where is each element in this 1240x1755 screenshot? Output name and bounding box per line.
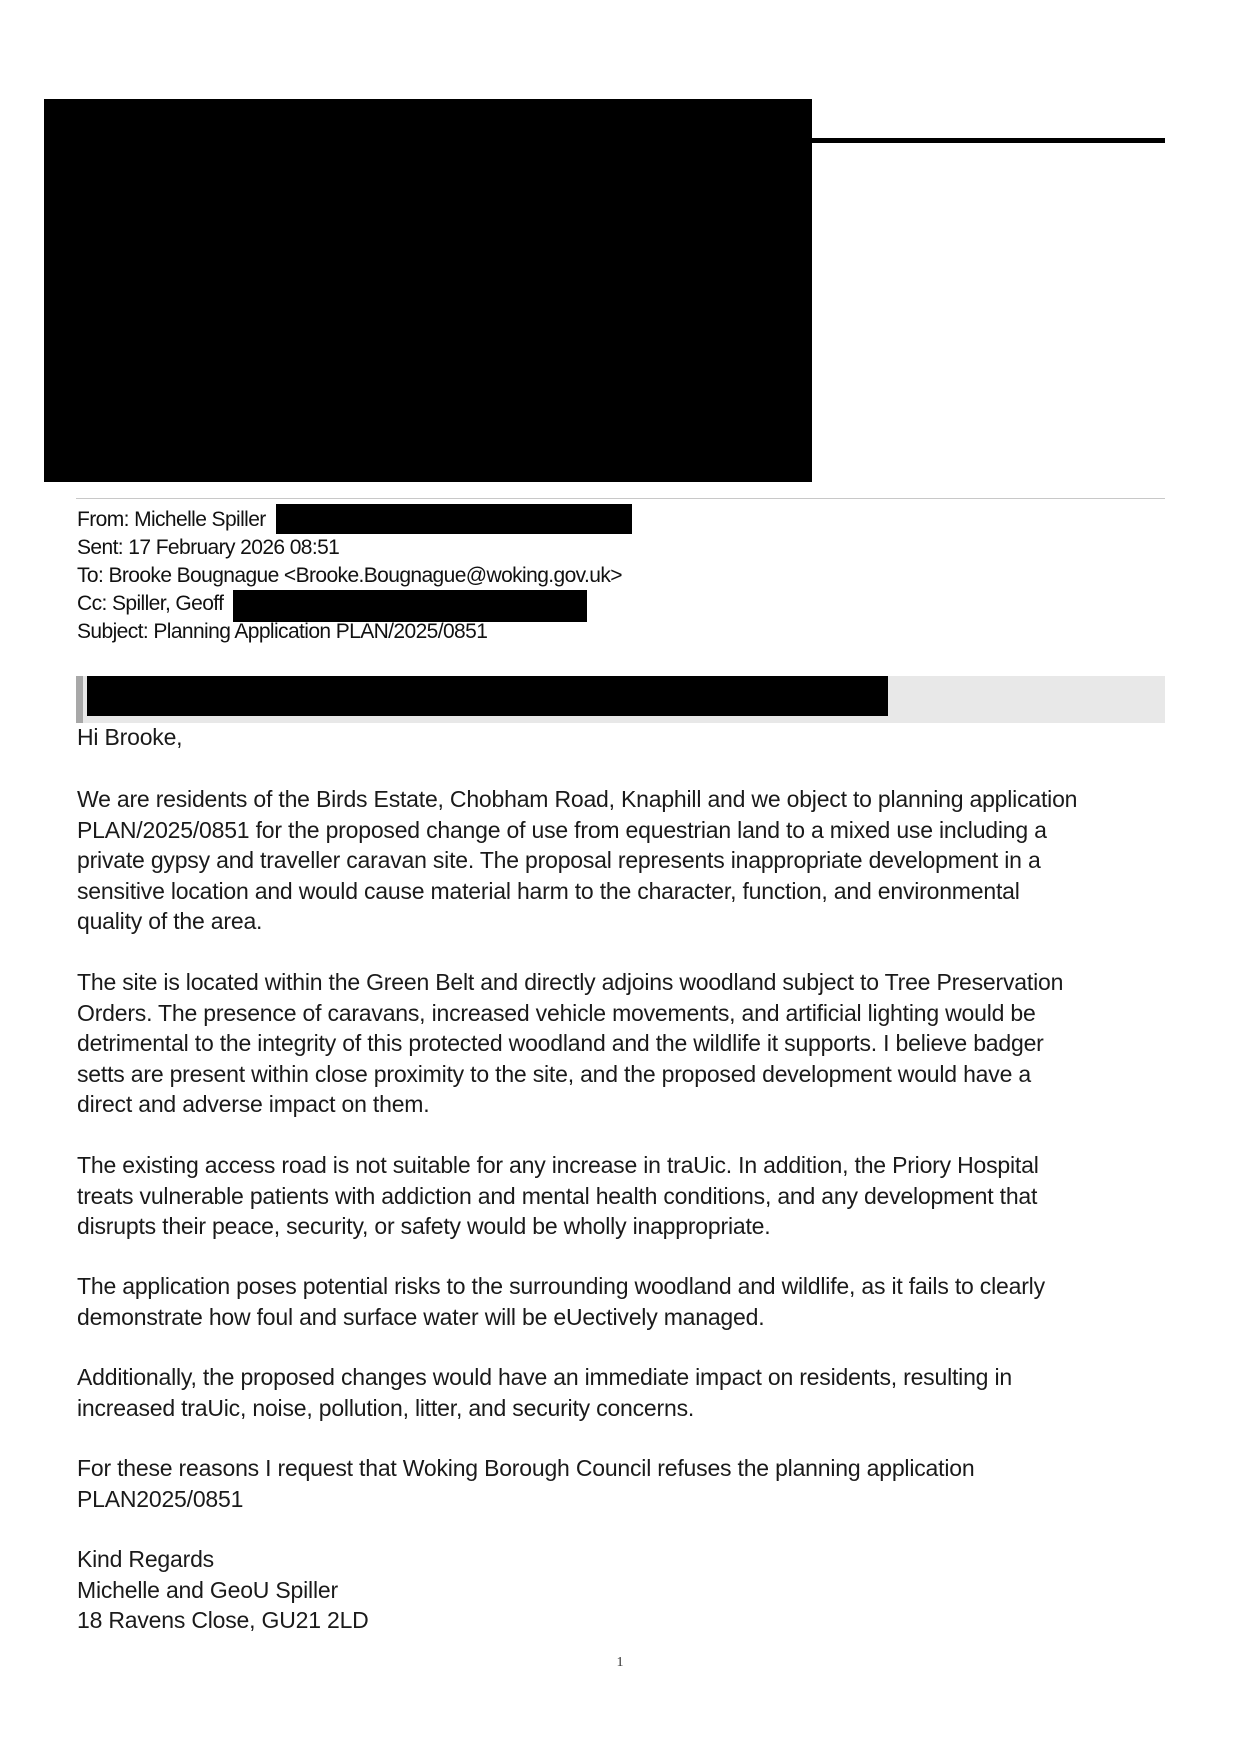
greeting [77, 722, 1167, 753]
cc-value: Spiller, Geoff [111, 592, 224, 615]
paragraph-line: The site is located within the Green Belt and directly adjoins woodland subject to Tree Preservation [77, 969, 1064, 995]
from-field [77, 506, 266, 534]
subject-label: Subject: [77, 620, 149, 643]
paragraph-line: Orders. The presence of caravans, increased vehicle movements, and artificial lighting would be [77, 999, 1036, 1026]
paragraph-line: PLAN/2025/0851 for the proposed change of use from equestrian land to a mixed use including a [77, 816, 1047, 843]
paragraph-access-road [77, 1150, 1167, 1242]
banner-accent-bar [76, 676, 83, 723]
paragraph-line: We are residents of the Birds Estate, Chobham Road, Knaphill and we object to planning application [77, 786, 1078, 812]
from-value: Michelle Spiller [134, 508, 266, 531]
paragraph-line: The existing access road is not suitable for any increase in traUic. In addition, the Priory Hospital [77, 1152, 1039, 1178]
paragraph-line: direct and adverse impact on them. [77, 1091, 430, 1117]
paragraph-line: detrimental to the integrity of this protected woodland and the wildlife it supports. I believe badger [77, 1030, 1044, 1056]
paragraph-objection [77, 784, 1167, 937]
subject-field [77, 618, 487, 646]
cc-label: Cc: [77, 592, 107, 615]
page-number: 1 [616, 1655, 624, 1670]
paragraph-line: Additionally, the proposed changes would have an immediate impact on residents, resulting in [77, 1364, 1012, 1390]
paragraph-line: private gypsy and traveller caravan site. The proposal represents inappropriate development in a [77, 847, 1041, 873]
paragraph-line: The application poses potential risks to the surrounding woodland and wildlife, as it fails to clearly [77, 1273, 1045, 1299]
redaction-banner-text [87, 676, 888, 716]
cc-field [77, 590, 223, 618]
paragraph-line: setts are present within close proximity to the site, and the proposed development would have a [77, 1060, 1031, 1087]
from-label: From: [77, 508, 129, 531]
to-value: Brooke Bougnague <Brooke.Bougnague@woking.gov.uk> [108, 564, 622, 587]
sent-value: 17 February 2026 08:51 [128, 536, 340, 559]
paragraph-line: treats vulnerable patients with addiction and mental health conditions, and any development that [77, 1182, 1038, 1209]
paragraph-residents [77, 1362, 1167, 1423]
paragraph-green-belt [77, 967, 1167, 1120]
redaction-from-email [276, 504, 632, 534]
paragraph-line: sensitive location and would cause material harm to the character, function, and environmental [77, 877, 1020, 904]
paragraph-line: For these reasons I request that Woking Borough Council refuses the planning application [77, 1455, 975, 1481]
subject-value: Planning Application PLAN/2025/0851 [153, 620, 488, 643]
signatory-address: 18 Ravens Close, GU21 2LD [77, 1607, 369, 1633]
paragraph-line: quality of the area. [77, 908, 263, 934]
sent-field [77, 534, 339, 562]
to-field [77, 562, 622, 590]
header-divider [76, 498, 1165, 499]
paragraph-line: disrupts their peace, security, or safety would be wholly inappropriate. [77, 1213, 771, 1239]
sent-label: Sent: [77, 536, 124, 559]
greeting-text: Hi Brooke, [77, 724, 183, 750]
paragraph-line: demonstrate how foul and surface water will be eUectively managed. [77, 1303, 765, 1330]
paragraph-line: PLAN2025/0851 [77, 1485, 244, 1512]
signatory-names: Michelle and GeoU Spiller [77, 1576, 338, 1603]
sign-off: Kind Regards [77, 1546, 214, 1572]
top-rule [812, 138, 1165, 143]
to-label: To: [77, 564, 104, 587]
redaction-block-letterhead [44, 99, 812, 482]
paragraph-request [77, 1453, 1167, 1514]
signature-block [77, 1544, 1167, 1636]
paragraph-water [77, 1271, 1167, 1332]
paragraph-line: increased traUic, noise, pollution, litter, and security concerns. [77, 1394, 695, 1421]
